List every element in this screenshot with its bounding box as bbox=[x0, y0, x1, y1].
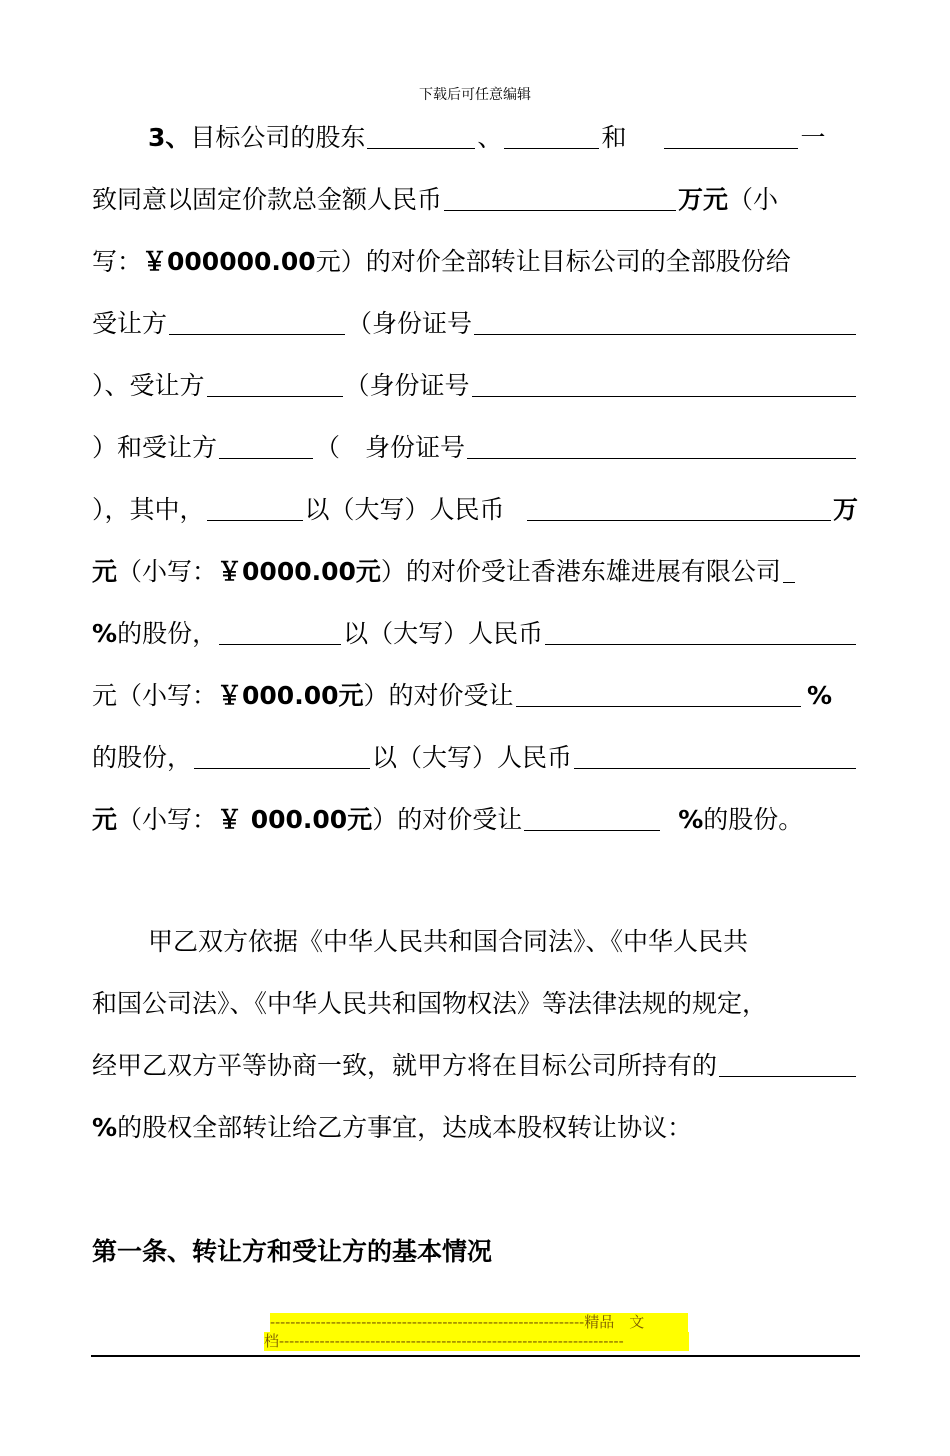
blank-field[interactable] bbox=[444, 184, 676, 211]
blank-field[interactable] bbox=[169, 308, 345, 335]
text: ）和受让方 bbox=[92, 433, 218, 462]
amount-figure: ￥000000.00 bbox=[142, 247, 316, 276]
text: 元（小写： bbox=[92, 681, 218, 710]
footer-divider bbox=[91, 1355, 860, 1357]
para1-line9 bbox=[92, 614, 858, 654]
blank-field[interactable] bbox=[783, 556, 795, 583]
text: 元）的对价全部转让目标公司的全部股份给 bbox=[315, 247, 791, 276]
text: 致同意以固定价款总金额人民币 bbox=[92, 185, 443, 214]
blank-field[interactable] bbox=[194, 742, 370, 769]
text: 的股权全部转让给乙方事宜，达成本股权转让协议： bbox=[117, 1113, 693, 1142]
para1-line10 bbox=[92, 676, 858, 716]
amount-figure: ￥0000.00元 bbox=[217, 557, 381, 586]
blank-field[interactable] bbox=[719, 1050, 856, 1077]
text: （身份证号 bbox=[347, 309, 473, 338]
footer-line1: --------------------------------------------------------------精品 文 bbox=[270, 1313, 688, 1332]
amount-figure: ￥000.00元 bbox=[217, 681, 364, 710]
text: （ 身份证号 bbox=[315, 433, 466, 462]
blank-field[interactable] bbox=[207, 494, 303, 521]
footer-line2: 档-------------------------------------------------------------------- bbox=[264, 1332, 689, 1351]
para1-line3 bbox=[92, 242, 858, 282]
text: ），其中， bbox=[92, 495, 205, 524]
blank-field[interactable] bbox=[516, 680, 801, 707]
text: 经甲乙双方平等协商一致，就甲方将在目标公司所持有的 bbox=[92, 1051, 718, 1080]
para1-line7 bbox=[92, 490, 858, 530]
text: 以（大写）人民币 bbox=[304, 495, 505, 524]
section-heading: 第一条、转让方和受让方的基本情况 bbox=[92, 1237, 493, 1266]
text: （小写： bbox=[117, 805, 218, 834]
blank-field[interactable] bbox=[367, 122, 475, 149]
text: ）的对价受让 bbox=[363, 681, 514, 710]
text: 以（大写）人民币 bbox=[372, 743, 573, 772]
unit-wanyuan: 万元 bbox=[678, 185, 729, 214]
unit-wan: 万 bbox=[832, 495, 858, 524]
para1-line1 bbox=[92, 118, 858, 158]
text: 目标公司的股东 bbox=[190, 123, 366, 152]
para1-line12 bbox=[92, 800, 858, 840]
text: 写： bbox=[92, 247, 143, 276]
blank-field[interactable] bbox=[467, 432, 856, 459]
text: ）的对价受让香港东雄进展有限公司 bbox=[380, 557, 781, 586]
blank-field[interactable] bbox=[207, 370, 343, 397]
text: 、 bbox=[477, 123, 503, 152]
text: ）的对价受让 bbox=[372, 805, 523, 834]
text: ）、受让方 bbox=[92, 371, 205, 400]
para2-line1 bbox=[92, 922, 858, 962]
page-header-note: 下载后可任意编辑 bbox=[419, 87, 531, 103]
blank-field[interactable] bbox=[474, 308, 856, 335]
text: 受让方 bbox=[92, 309, 168, 338]
percent-sign: % bbox=[92, 619, 118, 648]
text: （小 bbox=[728, 185, 779, 214]
text: 的股份。 bbox=[703, 805, 804, 834]
text: （小写： bbox=[117, 557, 218, 586]
text: 甲乙双方依据《中华人民共和国合同法》、《中华人民共 bbox=[148, 927, 749, 956]
unit-yuan: 元 bbox=[92, 557, 118, 586]
blank-field[interactable] bbox=[219, 432, 313, 459]
blank-field[interactable] bbox=[219, 618, 341, 645]
para1-line4 bbox=[92, 304, 858, 344]
blank-field[interactable] bbox=[574, 742, 856, 769]
blank-field[interactable] bbox=[545, 618, 856, 645]
text: 的股份， bbox=[117, 619, 218, 648]
para1-line2 bbox=[92, 180, 858, 220]
text: 一 bbox=[800, 123, 826, 152]
para1-line6 bbox=[92, 428, 858, 468]
blank-field[interactable] bbox=[504, 122, 599, 149]
para1-line5 bbox=[92, 366, 858, 406]
blank-field[interactable] bbox=[527, 494, 831, 521]
blank-field[interactable] bbox=[472, 370, 856, 397]
para2-line2 bbox=[92, 984, 858, 1024]
blank-field[interactable] bbox=[664, 122, 798, 149]
text: 的股份， bbox=[92, 743, 193, 772]
text: 和 bbox=[601, 123, 627, 152]
para1-line11 bbox=[92, 738, 858, 778]
text: （身份证号 bbox=[344, 371, 470, 400]
item-number: 3、 bbox=[148, 123, 191, 152]
footer-watermark bbox=[264, 1313, 689, 1351]
text: 以（大写）人民币 bbox=[343, 619, 544, 648]
percent-sign: % bbox=[806, 681, 832, 710]
text: 和国公司法》、《中华人民共和国物权法》等法律法规的规定， bbox=[92, 989, 768, 1018]
unit-yuan: 元 bbox=[92, 805, 118, 834]
para2-line4 bbox=[92, 1108, 858, 1148]
percent-sign: % bbox=[92, 1113, 118, 1142]
para1-line8 bbox=[92, 552, 858, 592]
amount-figure: ￥ 000.00元 bbox=[217, 805, 373, 834]
para2-line3 bbox=[92, 1046, 858, 1086]
percent-sign: % bbox=[678, 805, 704, 834]
blank-field[interactable] bbox=[524, 804, 660, 831]
